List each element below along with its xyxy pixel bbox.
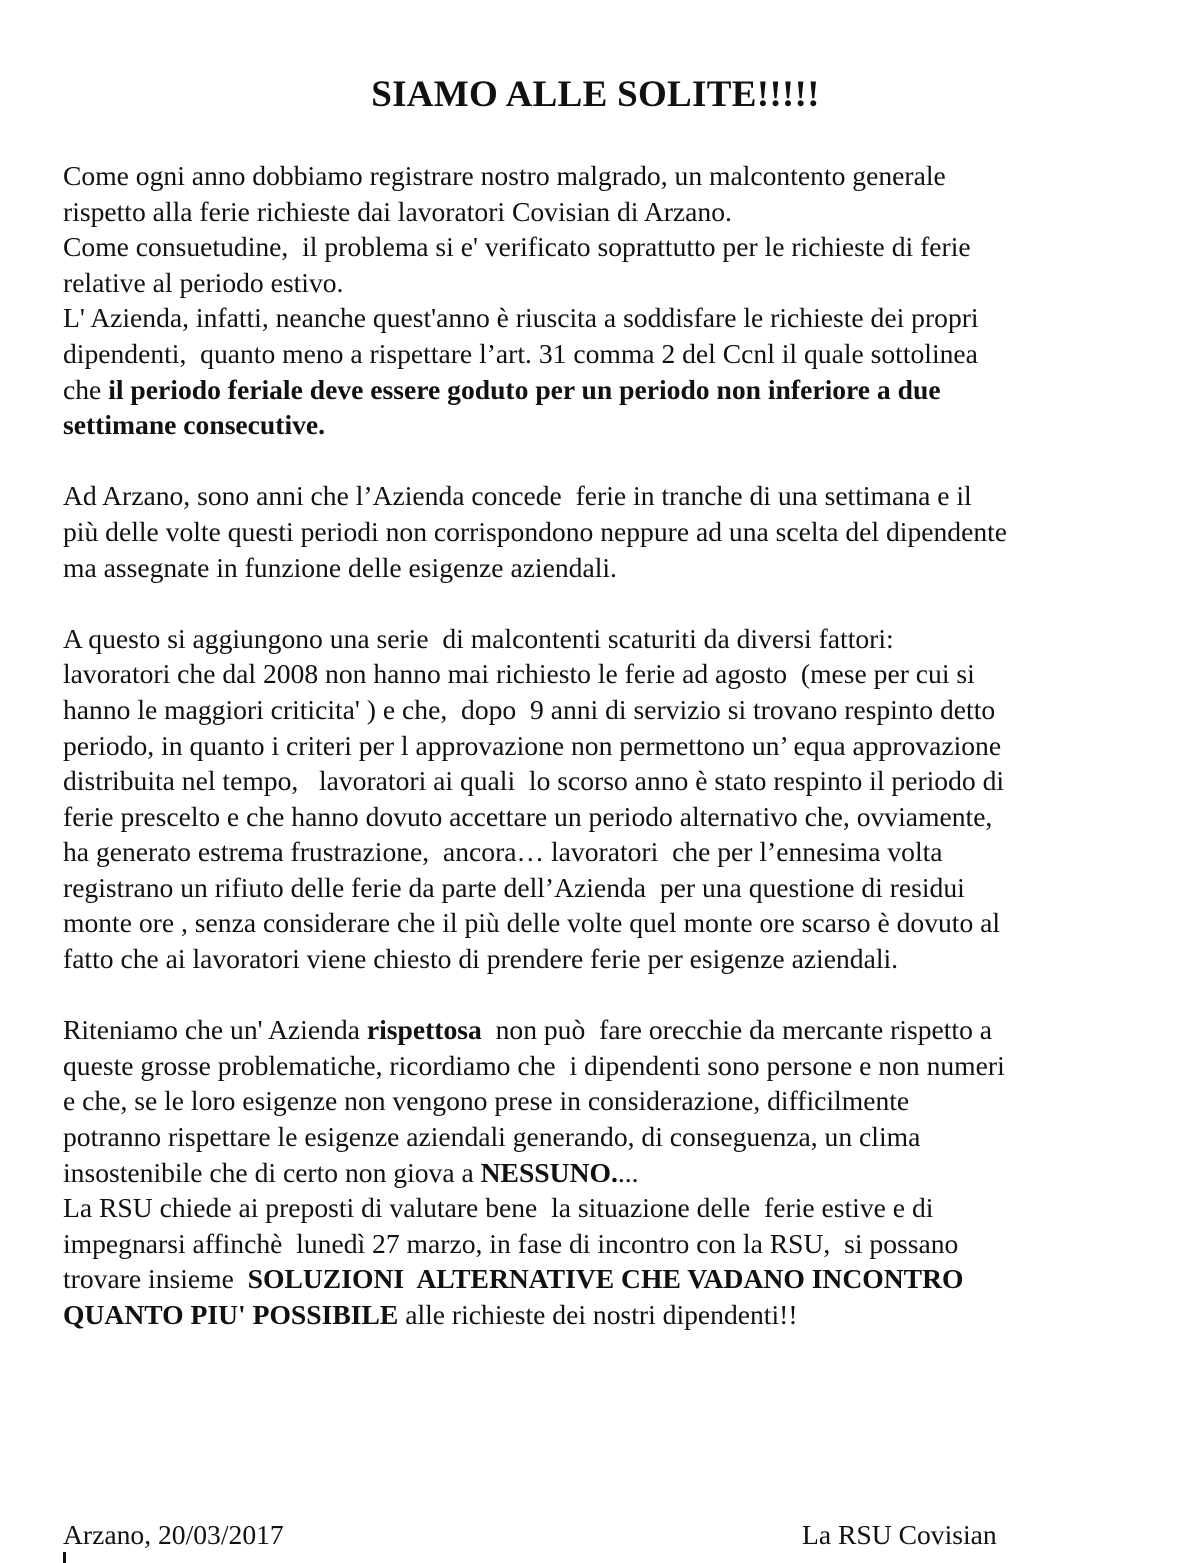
text-line: periodo, in quanto i criteri per l approvazione non permettono un’ equa approvazione bbox=[63, 729, 1002, 761]
text-line: distribuita nel tempo, lavoratori ai quali lo scorso anno è stato respinto il periodo di bbox=[63, 765, 1005, 797]
text-line: La RSU chiede ai preposti di valutare bene la situazione delle ferie estive e di bbox=[63, 1192, 934, 1224]
text-line bbox=[63, 372, 1143, 408]
text-line: lavoratori che dal 2008 non hanno mai richiesto le ferie ad agosto (mese per cui si bbox=[63, 658, 975, 690]
text-run: insostenibile che di certo non giova a bbox=[63, 1156, 481, 1188]
text-line: dipendenti, quanto meno a rispettare l’art. 31 comma 2 del Ccnl il quale sottolinea bbox=[63, 337, 978, 369]
text-line bbox=[63, 1261, 1143, 1297]
text-run: trovare insieme bbox=[63, 1263, 248, 1295]
text-run: che bbox=[63, 373, 109, 405]
signature: La RSU Covisian bbox=[802, 1519, 997, 1550]
text-line: fatto che ai lavoratori viene chiesto di prendere ferie per esigenze aziendali. bbox=[63, 943, 899, 975]
text-line bbox=[63, 1155, 1143, 1191]
text-line: Come ogni anno dobbiamo registrare nostro malgrado, un malcontento generale bbox=[63, 160, 946, 191]
text-line bbox=[63, 1297, 1143, 1333]
text-line: ma assegnate in funzione delle esigenze aziendali. bbox=[63, 551, 617, 583]
text-line: hanno le maggiori criticita' ) e che, dopo 9 anni di servizio si trovano respinto detto bbox=[63, 693, 996, 725]
text-line: Come consuetudine, il problema si e' verificato soprattutto per le richieste di ferie bbox=[63, 231, 971, 263]
text-run: ... bbox=[617, 1156, 639, 1188]
text-line: impegnarsi affinchè lunedì 27 marzo, in fase di incontro con la RSU, si possano bbox=[63, 1227, 959, 1259]
text-line: monte ore , senza considerare che il più delle volte quel monte ore scarso è dovuto al bbox=[63, 907, 1001, 939]
bold-text: QUANTO PIU' POSSIBILE bbox=[63, 1299, 399, 1330]
paragraph-4 bbox=[63, 1012, 1143, 1332]
text-run: Riteniamo che un' Azienda bbox=[63, 1014, 367, 1046]
place-date: Arzano, 20/03/2017 bbox=[63, 1519, 284, 1550]
document-body bbox=[63, 158, 1143, 1333]
text-line: e che, se le loro esigenze non vengono prese in considerazione, difficilmente bbox=[63, 1085, 910, 1117]
paragraph-2 bbox=[63, 478, 1143, 585]
text-run: alle richieste dei nostri dipendenti!! bbox=[398, 1299, 798, 1330]
bold-text: rispettosa bbox=[366, 1014, 482, 1046]
text-run: non può fare orecchie da mercante rispetto a bbox=[481, 1014, 993, 1046]
text-line bbox=[63, 407, 1143, 443]
bold-text: SOLUZIONI ALTERNATIVE CHE VADANO INCONTRO bbox=[247, 1263, 964, 1295]
text-line: registrano un rifiuto delle ferie da parte dell’Azienda per una questione di residui bbox=[63, 871, 965, 903]
document-title: SIAMO ALLE SOLITE!!!!! bbox=[371, 74, 820, 115]
paragraph-spacer bbox=[63, 977, 1143, 1013]
text-line: relative al periodo estivo. bbox=[63, 266, 344, 298]
text-line: L' Azienda, infatti, neanche quest'anno è riuscita a soddisfare le richieste dei propri bbox=[63, 302, 979, 334]
text-line: rispetto alla ferie richieste dai lavoratori Covisian di Arzano. bbox=[63, 195, 732, 227]
bold-text: settimane consecutive. bbox=[63, 409, 326, 441]
paragraph-1 bbox=[63, 158, 1143, 443]
paragraph-3 bbox=[63, 621, 1143, 977]
text-line: A questo si aggiungono una serie di malcontenti scaturiti da diversi fattori: bbox=[63, 622, 894, 654]
paragraph-spacer bbox=[63, 585, 1143, 621]
text-line: ferie prescelto e che hanno dovuto accettare un periodo alternativo che, ovviamente, bbox=[63, 800, 993, 832]
paragraph-spacer bbox=[63, 443, 1143, 479]
text-line: Ad Arzano, sono anni che l’Azienda concede ferie in tranche di una settimana e il bbox=[63, 480, 972, 512]
text-line: queste grosse problematiche, ricordiamo che i dipendenti sono persone e non numeri bbox=[63, 1049, 1005, 1081]
text-line: potranno rispettare le esigenze aziendali generando, di conseguenza, un clima bbox=[63, 1121, 921, 1153]
text-line bbox=[63, 1012, 1143, 1048]
text-cursor-mark bbox=[63, 1552, 66, 1563]
text-line: più delle volte questi periodi non corrispondono neppure ad una scelta del dipendente bbox=[63, 515, 1008, 547]
bold-text: NESSUNO. bbox=[480, 1156, 618, 1188]
bold-text: il periodo feriale deve essere goduto per un periodo non inferiore a due bbox=[108, 373, 941, 405]
text-line: ha generato estrema frustrazione, ancora… lavoratori che per l’ennesima volta bbox=[63, 836, 943, 868]
